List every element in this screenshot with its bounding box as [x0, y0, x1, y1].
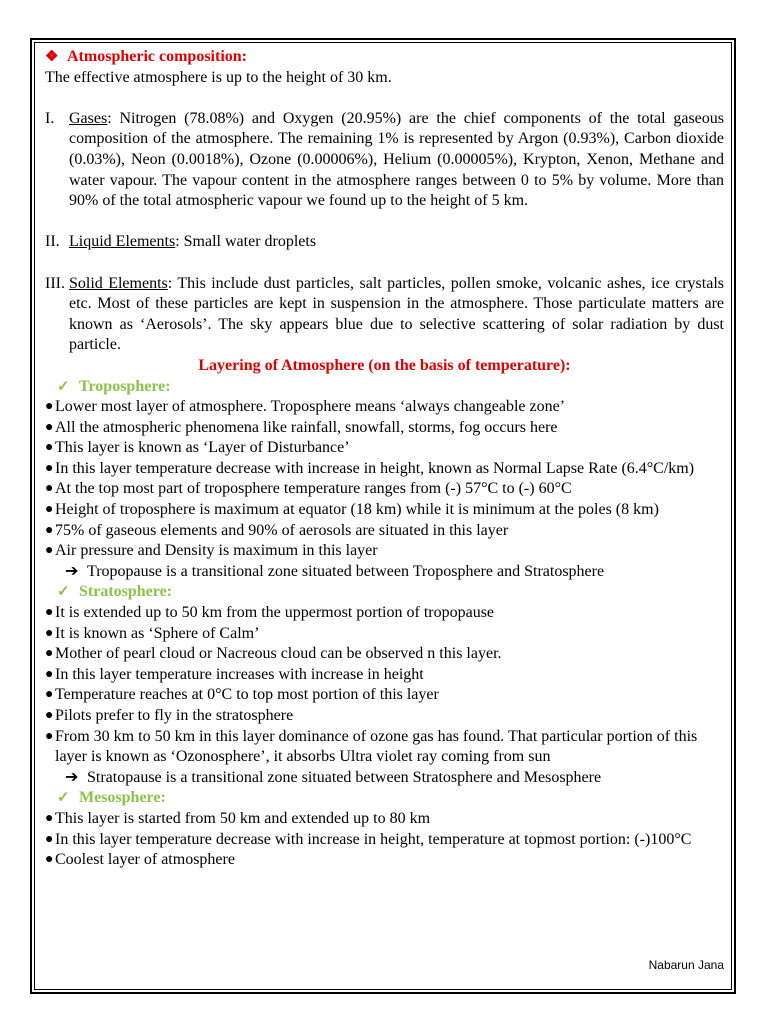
bullet-icon: ● [45, 666, 54, 682]
list-item: ● It is known as ‘Sphere of Calm’ [45, 624, 724, 645]
bullet-icon: ● [45, 605, 54, 621]
gases-item [45, 109, 724, 212]
list-item: ● Pilots prefer to fly in the stratosphere [45, 706, 724, 727]
liquid-numeral: II. [45, 233, 60, 251]
diamond-bullet-icon: ❖ [45, 49, 59, 65]
tropopause-note: ➔ Tropopause is a transitional zone situated between Troposphere and Stratosphere [45, 562, 724, 583]
bullet-icon: ● [45, 708, 54, 723]
heading-text: Atmospheric composition: [67, 48, 247, 65]
mesosphere-list [45, 809, 724, 871]
list-item: ● Temperature reaches at 0°C to top most portion of this layer [45, 685, 724, 706]
arrow-right-icon: ➔ [65, 562, 79, 580]
layering-title: Layering of Atmosphere (on the basis of temperature): [198, 356, 571, 374]
list-item: ● 75% of gaseous elements and 90% of aerosols are situated in this layer [45, 521, 724, 542]
list-item: ● In this layer temperature increases with increase in height [45, 665, 724, 686]
solid-numeral: III. [45, 274, 65, 292]
bullet-icon: ● [45, 646, 54, 662]
intro-text: The effective atmosphere is up to the height of 30 km. [45, 68, 392, 86]
bullet-icon: ● [45, 728, 54, 744]
bullet-icon: ● [45, 522, 54, 538]
bullet-icon: ● [45, 831, 54, 847]
mesosphere-title: Mesosphere: [79, 789, 166, 807]
list-item: ● All the atmospheric phenomena like rainfall, snowfall, storms, fog occurs here [45, 418, 724, 439]
bullet-icon: ● [45, 543, 54, 559]
bullet-icon: ● [45, 687, 54, 703]
author-name: Nabarun Jana [648, 958, 724, 972]
checkmark-icon: ✓ [57, 790, 70, 807]
arrow-right-icon: ➔ [65, 768, 79, 786]
bullet-icon: ● [45, 460, 54, 476]
troposphere-heading [45, 377, 724, 398]
stratosphere-list [45, 603, 724, 768]
gases-numeral: I. [45, 109, 55, 127]
bullet-icon: ● [45, 810, 54, 826]
checkmark-icon: ✓ [57, 584, 70, 601]
list-item: ● It is extended up to 50 km from the uppermost portion of tropopause [45, 603, 724, 624]
list-item: ● Lower most layer of atmosphere. Troposphere means ‘always changeable zone’ [45, 397, 724, 418]
stratosphere-title: Stratosphere: [79, 583, 173, 601]
liquid-text: : Small water droplets [175, 233, 317, 251]
liquid-label: Liquid Elements [69, 233, 176, 251]
stratosphere-heading [45, 582, 724, 603]
section-heading [45, 47, 724, 68]
list-item: ● In this layer temperature decrease with increase in height, temperature at topmost portion: (-)100°C [45, 830, 724, 851]
solid-item [45, 274, 724, 356]
solid-text: : This include dust particles, salt particles, pollen smoke, volcanic ashes, ice crystals etc. Most of these particles are kept in suspension in the atmosphere. Those particulate matters are known as ‘Aerosols’. The sky appears blue due to selective scattering of solar radiation by dust particle. [69, 274, 725, 354]
gases-label: Gases [69, 109, 108, 127]
list-item: ● Height of troposphere is maximum at equator (18 km) while it is minimum at the poles (8 km) [45, 500, 724, 521]
bullet-icon: ● [45, 440, 54, 456]
stratopause-note: ➔ Stratopause is a transitional zone situated between Stratosphere and Mesosphere [45, 768, 724, 789]
list-item: ● This layer is started from 50 km and extended up to 80 km [45, 809, 724, 830]
list-item: ● This layer is known as ‘Layer of Disturbance’ [45, 438, 724, 459]
checkmark-icon: ✓ [57, 378, 70, 395]
solid-label: Solid Elements [69, 274, 168, 292]
bullet-icon: ● [45, 502, 54, 518]
bullet-icon: ● [45, 625, 54, 641]
bullet-icon: ● [45, 481, 54, 497]
gases-text: : Nitrogen (78.08%) and Oxygen (20.95%) are the chief components of the total gaseous composition of the atmosphere. The remaining 1% is represented by Argon (0.93%), Carbon dioxide (0.03%), Neon (0.0018%), Ozone (0.00006%), Helium (0.00005%), Krypton, Xenon, Methane and water vapour. The vapour content in the atmosphere ranges between 0 to 5% by volume. More than 90% of the total atmospheric vapour we found up to the height of 5 km. [69, 109, 724, 210]
list-item: ● From 30 km to 50 km in this layer dominance of ozone gas has found. That particular portion of this layer is known as ‘Ozonosphere’, it absorbs Ultra violet ray coming from sun [45, 727, 724, 768]
troposphere-list [45, 397, 724, 562]
liquid-item [45, 232, 724, 253]
bullet-icon: ● [45, 399, 54, 415]
list-item: ● Mother of pearl cloud or Nacreous cloud can be observed n this layer. [45, 644, 724, 665]
list-item: ● In this layer temperature decrease with increase in height, known as Normal Lapse Rate (6.4°C/km) [45, 459, 724, 480]
bullet-icon: ● [45, 852, 54, 868]
list-item: ● Coolest layer of atmosphere [45, 850, 724, 871]
bullet-icon: ● [45, 419, 54, 435]
mesosphere-heading [45, 788, 724, 809]
troposphere-title: Troposphere: [79, 377, 171, 395]
list-item: ● Air pressure and Density is maximum in this layer [45, 541, 724, 562]
list-item: ● At the top most part of troposphere temperature ranges from (-) 57°C to (-) 60°C [45, 479, 724, 500]
document-body [45, 47, 724, 871]
